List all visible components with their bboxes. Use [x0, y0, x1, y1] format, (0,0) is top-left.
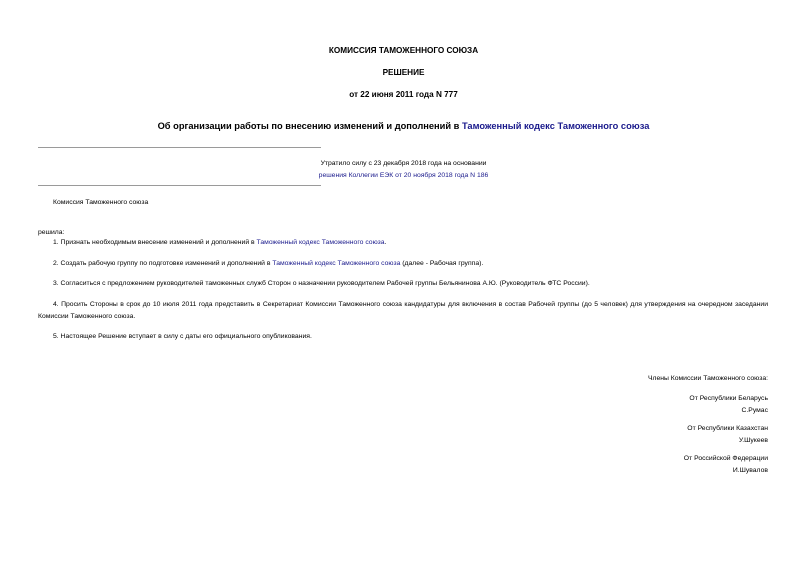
item-4: 4. Просить Стороны в срок до 10 июля 2011 года представить в Секретариат Комиссии Таможенного союза кандидатуры для включения в состав Рабочей группы (до 5 человек) для утверждения на очередном заседании Комиссии Таможенного союза.: [38, 301, 768, 320]
title-text: Об организации работы по внесению изменений и дополнений в: [157, 121, 462, 131]
status-note-text: Утратило силу с 23 декабря 2018 года на основании: [320, 160, 487, 167]
signature-kazakhstan: [468, 423, 768, 447]
signature-belarus: [468, 393, 768, 417]
item-2: [38, 258, 768, 270]
item-2-tail: (далее - Рабочая группа).: [400, 260, 484, 267]
top-divider: [38, 147, 321, 148]
doc-type-heading: РЕШЕНИЕ: [382, 68, 425, 77]
item-5: 5. Настоящее Решение вступает в силу с даты его официального опубликования.: [53, 333, 312, 340]
item-2-text: 2. Создать рабочую группу по подготовке изменений и дополнений в: [53, 260, 273, 267]
status-note: [0, 158, 807, 182]
title-link-customs-code[interactable]: Таможенный кодекс Таможенного союза: [461, 121, 650, 131]
signature-from: От Республики Казахстан: [687, 425, 768, 432]
item-1-text: 1. Признать необходимым внесение изменений и дополнений в: [53, 239, 257, 246]
item-2-link[interactable]: Таможенный кодекс Таможенного союза: [272, 260, 401, 267]
signature-name: И.Шувалов: [732, 467, 768, 474]
item-1: [38, 237, 768, 249]
decided-text: решила:: [38, 229, 65, 236]
org-heading: КОМИССИЯ ТАМОЖЕННОГО СОЮЗА: [328, 46, 479, 55]
signature-russia: [468, 453, 768, 477]
status-note-link[interactable]: решения Коллегии ЕЭК от 20 ноября 2018 года N 186: [318, 172, 489, 179]
item-1-link[interactable]: Таможенный кодекс Таможенного союза: [256, 239, 385, 246]
intro-text: Комиссия Таможенного союза: [53, 199, 149, 206]
signatures-heading: Члены Комиссии Таможенного союза:: [647, 375, 768, 382]
date-number: от 22 июня 2011 года N 777: [349, 90, 458, 99]
item-3: 3. Согласиться с предложением руководителей таможенных служб Сторон о назначении руководителем Рабочей группы Бельянинова А.Ю. (Руководитель ФТС России).: [53, 280, 590, 287]
bottom-divider: [38, 185, 321, 186]
item-1-tail: .: [384, 239, 387, 246]
signature-from: От Республики Беларусь: [689, 395, 768, 402]
document-title: [0, 121, 807, 131]
signature-name: С.Румас: [741, 407, 768, 414]
signature-name: У.Шукеев: [738, 437, 768, 444]
signature-from: От Российской Федерации: [683, 455, 768, 462]
